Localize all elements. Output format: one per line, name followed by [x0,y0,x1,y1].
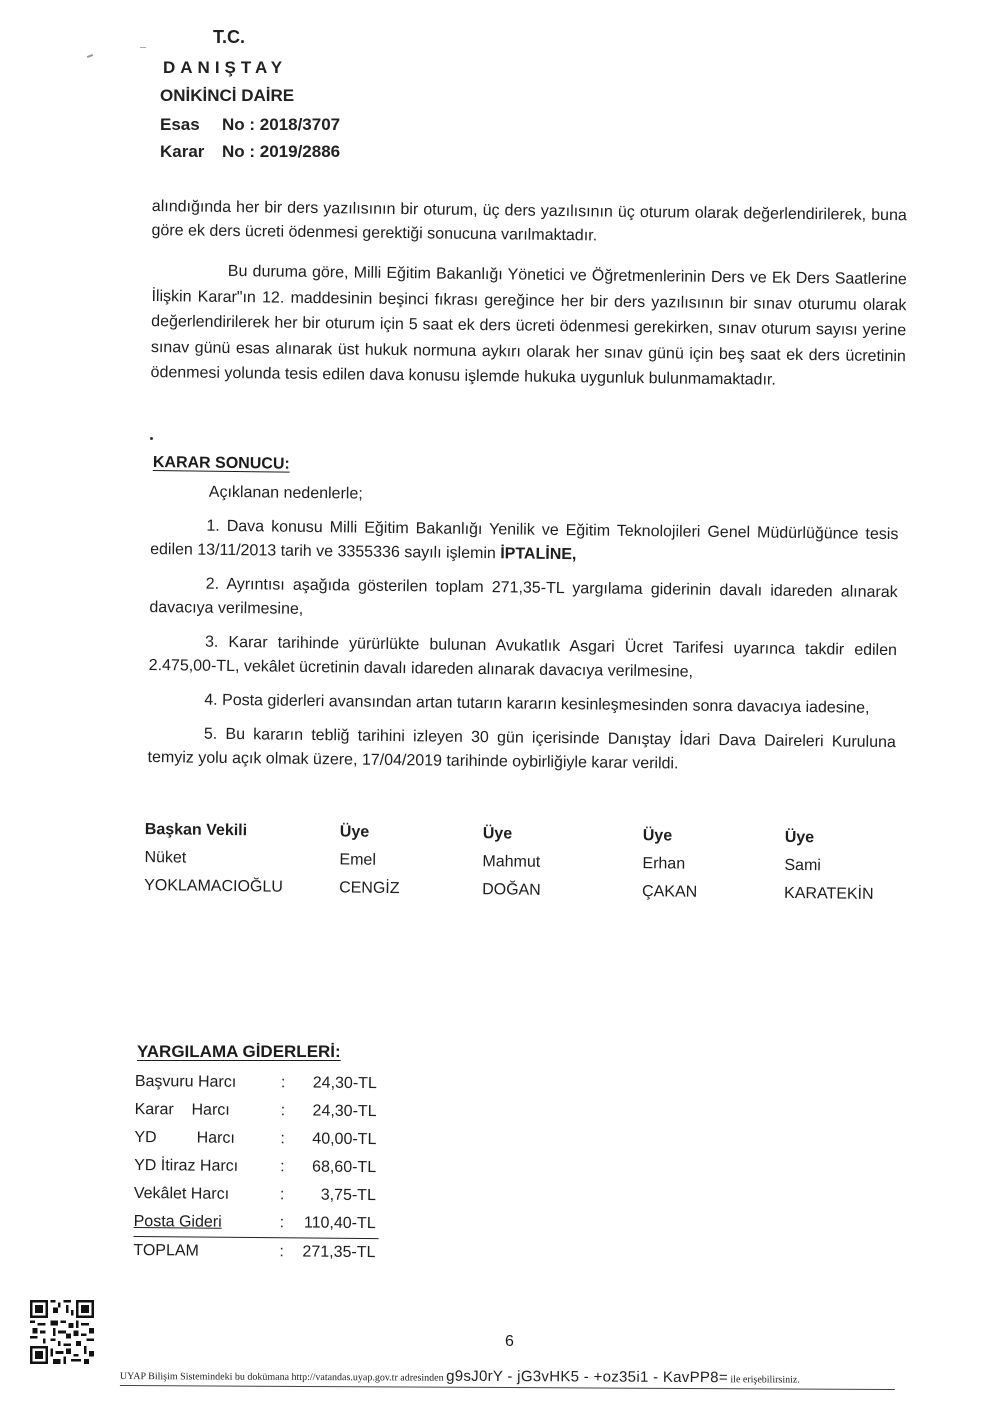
cost-colon: : [279,1243,284,1261]
header-tc: T.C. [213,27,246,47]
cost-colon: : [280,1074,286,1092]
esas-number [160,115,340,135]
scan-dot [150,437,153,440]
cost-total-label: TOPLAM [133,1241,199,1260]
cost-value: 24,30-TL [312,1074,377,1093]
body-paragraph-2: Bu duruma göre, Milli Eğitim Bakanlığı Yönetici ve Öğretmenlerinin Ders ve Ek Ders Saatlerine İlişkin Karar"ın 12. maddesinin beşinci fıkrası gereğince her bir ders yazılısının bir sınav oturumu olarak değerlendirilerek her bir oturum için 5 saat ek ders ücreti ödenmesi gerekirken, sınav oturum sayısı yerine sınav günü esas alınarak üst hukuk normuna aykırı olarak her sınav günü için beş saat ek ders ücretinin ödenmesi yolunda tesis edilen dava konusu işlemde hukuka uygunluk bulunmamaktadır. [150,262,907,389]
result-item-1-verdict: İPTALİNE, [500,545,577,564]
karar-label: Karar [160,142,205,161]
cost-label: Posta Gideri [133,1212,222,1231]
esas-value: No : 2018/3707 [222,115,341,134]
cost-label: YD İtiraz Harcı [134,1156,239,1175]
signature-last-name: YOKLAMACIOĞLU [144,876,283,896]
signature-member-2 [482,820,542,905]
uyap-footer [120,1366,895,1387]
cost-row [134,1124,394,1154]
scan-speck [140,47,146,48]
result-item-4: 4. Posta giderleri avansından artan tutarın kararın kesinleşmesinden sonra davacıya iadesine, [204,691,870,717]
signature-role: Üye [784,828,815,847]
cost-colon: : [279,1186,285,1204]
cost-row [134,1152,394,1182]
cost-value: 110,40-TL [303,1214,376,1233]
result-item-3: 3. Karar tarihinde yürürlükte bulunan Avukatlık Asgari Ücret Tarifesi uyarınca takdir edilen 2.475,00-TL, vekâlet ücretinin davalı idareden alınarak davacıya verilmesine, [148,633,898,681]
signature-member-4 [784,824,875,909]
cost-value: 68,60-TL [312,1158,377,1177]
costs-table [133,1068,395,1267]
costs-title: YARGILAMA GİDERLERİ: [137,1042,341,1061]
result-section [147,480,899,789]
signature-first-name: Mahmut [482,853,541,871]
cost-value: 40,00-TL [312,1130,377,1149]
result-item-1-text: 1. Dava konusu Milli Eğitim Bakanlığı Yenilik ve Eğitim Teknolojileri Genel Müdürlüğünce tesis edilen 13/11/2013 tarih ve 3355336 sayılı işlemin [150,517,899,563]
cost-colon: : [280,1102,286,1120]
cost-colon: : [279,1214,285,1232]
result-item-2: 2. Ayrıntısı aşağıda gösterilen toplam 271,35-TL yargılama giderinin davalı idareden alınarak davacıya verilmesine, [149,575,898,618]
cost-label: YD Harcı [134,1128,235,1147]
signature-role: Üye [482,825,513,843]
signature-last-name: KARATEKİN [783,884,874,903]
result-item-1 [150,514,899,571]
chamber-name: ONİKİNCİ DAİRE [160,86,295,105]
signature-first-name: Emel [339,851,377,869]
signature-role: Üye [339,823,370,841]
footer-prefix: UYAP Bilişim Sistemindeki bu dokümana http://vatandas.uyap.gov.tr adresinden [119,1370,444,1384]
karar-number [160,142,340,162]
signature-president [144,816,284,902]
signature-member-3 [642,822,698,907]
karar-value: No : 2019/2886 [222,142,341,161]
cost-row [134,1180,394,1210]
cost-label: Başvuru Harcı [134,1072,237,1091]
signature-last-name: ÇAKAN [642,883,698,901]
footer-verification-code: g9sJ0rY - jG3vHK5 - +oz35i1 - KavPP8= [446,1367,728,1387]
cost-total-row [133,1237,393,1267]
cost-row [134,1208,379,1239]
signature-role: Üye [642,827,673,845]
esas-label: Esas [160,115,200,134]
qr-code-icon [30,1300,94,1364]
footer-suffix: ile erişebilirsiniz. [730,1374,800,1386]
page-number: 6 [505,1333,514,1350]
cost-colon: : [280,1158,285,1176]
footer-rule [120,1385,895,1390]
signature-block [144,816,905,921]
court-name: DANIŞTAY [163,58,288,77]
signature-first-name: Erhan [642,855,686,873]
cost-label: Karar Harcı [134,1100,230,1119]
cost-row [135,1096,395,1126]
cost-colon: : [280,1130,285,1148]
scan-speck [87,54,93,58]
result-item-5: 5. Bu kararın tebliğ tarihini izleyen 30 gün içerisinde Danıştay İdari Dava Daireleri Kuruluna temyiz yolu açık olmak üzere, 17/04/2019 tarihinde oybirliğiyle karar verildi. [147,725,896,773]
signature-first-name: Sami [784,856,821,875]
cost-row [135,1068,395,1098]
result-title: KARAR SONUCU: [152,454,290,473]
cost-value: 3,75-TL [320,1186,376,1205]
cost-total-value: 271,35-TL [302,1243,376,1262]
signature-last-name: CENGİZ [339,879,400,898]
cost-value: 24,30-TL [312,1102,377,1121]
result-intro: Açıklanan nedenlerle; [208,483,363,503]
signature-last-name: DOĞAN [482,881,541,899]
signature-role: Başkan Vekili [144,820,248,840]
body-paragraph-1: alındığında her bir ders yazılısının bir oturum, üç ders yazılısının üç oturum olarak değerlendirilerek, buna göre ek ders ücreti ödenmesi gerektiği sonucuna varılmaktadır. [151,197,907,245]
signature-first-name: Nüket [144,848,187,867]
signature-member-1 [339,818,400,903]
cost-label: Vekâlet Harcı [133,1184,230,1203]
